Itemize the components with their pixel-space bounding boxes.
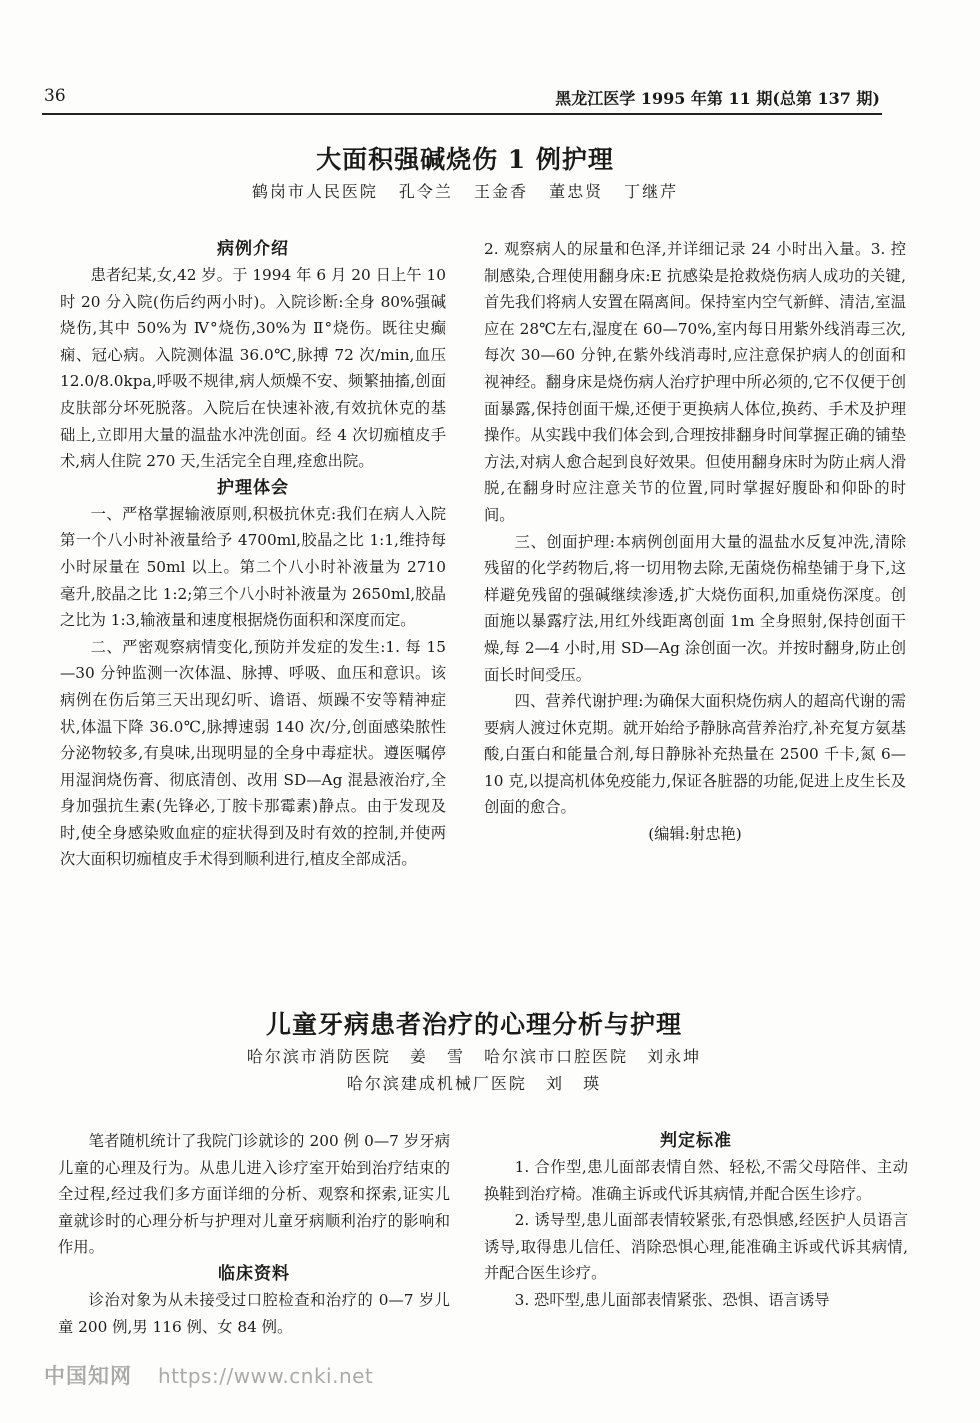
header-rule: [42, 113, 882, 115]
article2-title: 儿童牙病患者治疗的心理分析与护理: [265, 1010, 682, 1039]
article-title: 大面积强碱烧伤 1 例护理: [316, 145, 614, 174]
paragraph: 诊治对象为从未接受过口腔检查和治疗的 0—7 岁儿童 200 例,男 116 例、女 84 例。: [58, 1290, 450, 1336]
paragraph: 2. 诱导型,患儿面部表情较紧张,有恐惧感,经医护人员语言诱导,取得患儿信任、消除恐惧心理,能准确主诉或代诉其病情,并配合医生诊疗。: [484, 1211, 908, 1283]
article1-right-column: [484, 236, 906, 848]
section-heading: 临床资料: [218, 1263, 290, 1284]
journal-header: 黑龙江医学 1995 年第 11 期(总第 137 期): [555, 89, 880, 108]
section-heading: 判定标准: [660, 1131, 732, 1151]
article2-authors-line2: 哈尔滨建成机械厂医院 刘 瑛: [346, 1074, 602, 1093]
paragraph: 一、严格掌握输液原则,积极抗休克:我们在病人入院第一个八小时补液量给予 4700ml,胶晶之比 1:1,维持每小时尿量在 50ml 以上。第二个八小时补液量为 2710 毫升,胶晶之比 1:2;第三个八小时补液量为 2650ml,胶晶之比为 1:3,输液量和速度根据烧伤面积和深度而定。: [60, 504, 446, 630]
cnki-watermark: [44, 1360, 373, 1390]
paragraph: 3. 恐吓型,患儿面部表情紧张、恐惧、语言诱导: [514, 1290, 830, 1309]
section-heading: 病例介绍: [217, 239, 289, 259]
editor-note: (编辑:射忠艳): [648, 825, 742, 844]
watermark-url: https://www.cnki.net: [158, 1364, 374, 1388]
article-authors: 鹤岗市人民医院 孔令兰 王金香 董忠贤 丁继芹: [251, 182, 679, 201]
article2-right-column: [484, 1128, 908, 1314]
paragraph: 1. 合作型,患儿面部表情自然、轻松,不需父母陪伴、主动换鞋到治疗椅。准确主诉或代诉其病情,并配合医生诊疗。: [484, 1158, 908, 1203]
section-heading: 护理体会: [217, 477, 289, 498]
paragraph: 四、营养代谢护理:为确保大面积烧伤病人的超高代谢的需要病人渡过休克期。就开始给予静脉高营养治疗,补充复方氨基酸,白蛋白和能量合剂,每日静脉补充热量在 2500 千卡,氮 6—10 克,以提高机体免疫能力,保证各脏器的功能,促进上皮生长及创面的愈合。: [484, 692, 906, 817]
paragraph: 笔者随机统计了我院门诊就诊的 200 例 0—7 岁牙病儿童的心理及行为。从患儿进入诊疗室开始到治疗结束的全过程,经过我们多方面详细的分析、观察和探索,证实儿童就诊时的心理分析与护理对儿童牙病顺利治疗的影响和作用。: [58, 1132, 450, 1257]
paragraph: 二、严密观察病情变化,预防并发症的发生:1. 每 15—30 分钟监测一次体温、脉搏、呼吸、血压和意识。该病例在伤后第三天出现幻听、谵语、烦躁不安等精神症状,体温下降 36.0℃,脉搏速弱 140 次/分,创面感染脓性分泌物较多,有臭味,出现明显的全身中毒症状。遵医嘱停用湿润烧伤膏、彻底清创、改用 SD—Ag 混悬液治疗,全身加强抗生素(先锋必,丁胺卡那霉素)静点。由于发现及时,使全身感染败血症的症状得到及时有效的控制,并使两次大面积切痂植皮手术得到顺利进行,植皮全部成活。: [60, 637, 446, 869]
article2-left-column: [58, 1128, 450, 1340]
watermark-site-name: 中国知网: [44, 1364, 132, 1388]
page-number: 36: [44, 86, 66, 106]
article2-authors-line1: 哈尔滨市消防医院 姜 雪 哈尔滨市口腔医院 刘永坤: [246, 1047, 702, 1066]
article1-left-column: [60, 236, 446, 873]
paragraph: 2. 观察病人的尿量和色泽,并详细记录 24 小时出入量。3. 控制感染,合理使用翻身床:E 抗感染是抢救烧伤病人成功的关键,首先我们将病人安置在隔离间。保持室内空气新鲜、清洁,室温应在 28℃左右,湿度在 60—70%,室内每日用紫外线消毒三次,每次 30—60 分钟,在紫外线消毒时,应注意保护病人的创面和视神经。翻身床是烧伤病人治疗护理中所必须的,它不仅便于创面暴露,保持创面干燥,还便于更换病人体位,换药、手术及护理操作。从实践中我们体会到,合理按排翻身时间掌握正确的铺垫方法,对病人愈合起到良好效果。但使用翻身床时为防止病人滑脱,在翻身时应注意关节的位置,同时掌握好腹卧和仰卧的时间。: [484, 240, 906, 524]
paragraph: 患者纪某,女,42 岁。于 1994 年 6 月 20 日上午 10 时 20 分入院(伤后约两小时)。入院诊断:全身 80%强碱烧伤,其中 50%为 Ⅳ°烧伤,30%为 Ⅱ°烧伤。既往史癫痫、冠心病。入院测体温 36.0℃,脉搏 72 次/min,血压 12.0/8.0kpa,呼吸不规律,病人烦燥不安、频繁抽搐,创面皮肤部分坏死脱落。入院后在快速补液,有效抗休克的基础上,立即用大量的温盐水冲洗创面。经 4 次切痂植皮手术,病人住院 270 天,生活完全自理,痊愈出院。: [60, 266, 446, 471]
paragraph: 三、创面护理:本病例创面用大量的温盐水反复冲洗,清除残留的化学药物后,将一切用物去除,无菌烧伤棉垫铺于身下,这样避免残留的强碱继续渗透,扩大烧伤面积,加重烧伤深度。创面施以暴露疗法,用红外线距离创面 1m 全身照射,保持创面干燥,每 2—4 小时,用 SD—Ag 涂创面一次。并按时翻身,防止创面长时间受压。: [484, 532, 906, 684]
